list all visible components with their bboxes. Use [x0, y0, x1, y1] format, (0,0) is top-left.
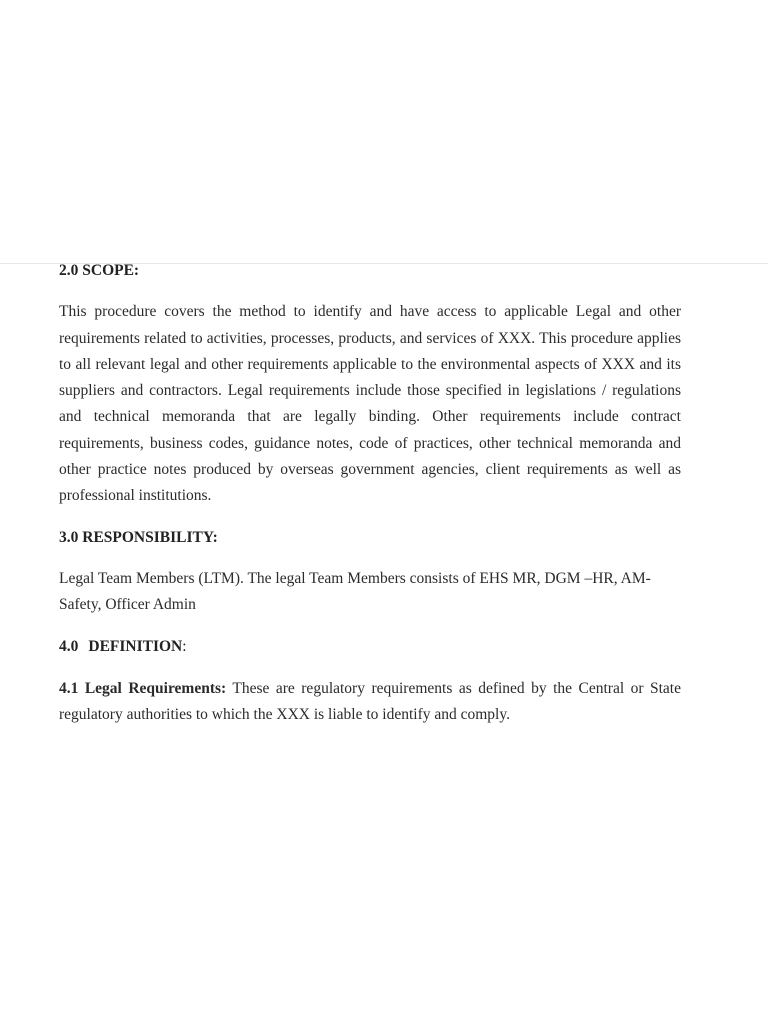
legal-requirements-term: 4.1 Legal Requirements: [59, 679, 227, 697]
definition-heading-number: 4.0 [59, 637, 79, 655]
legal-requirements-text: These are regulatory requirements as defined by the Central or State regulatory authorities to which the XXX is liable to identify and comply. [59, 679, 681, 724]
responsibility-paragraph: Legal Team Members (LTM). The legal Team Members consists of EHS MR, DGM –HR, AM-Safety, Officer Admin [59, 569, 651, 614]
definition-heading [59, 634, 681, 660]
legal-requirements-paragraph [59, 676, 681, 729]
definition-heading-title: DEFINITION [88, 637, 183, 655]
scope-heading: 2.0 SCOPE: [59, 262, 140, 279]
document-body [59, 258, 681, 728]
responsibility-heading: 3.0 RESPONSIBILITY: [59, 528, 218, 546]
scope-paragraph: This procedure covers the method to identify and have access to applicable Legal and other requirements related to activities, processes, products, and services of XXX. This procedure applies to all relevant legal and other requirements applicable to the environmental aspects of XXX and its suppliers and contractors. Legal requirements include those specified in legislations / regulations and technical memoranda that are legally binding. Other requirements include contract requirements, business codes, guidance notes, code of practices, other technical memoranda and other practice notes produced by overseas government agencies, client requirements as well as professional institutions. [59, 303, 681, 505]
definition-heading-colon: : [182, 637, 187, 655]
